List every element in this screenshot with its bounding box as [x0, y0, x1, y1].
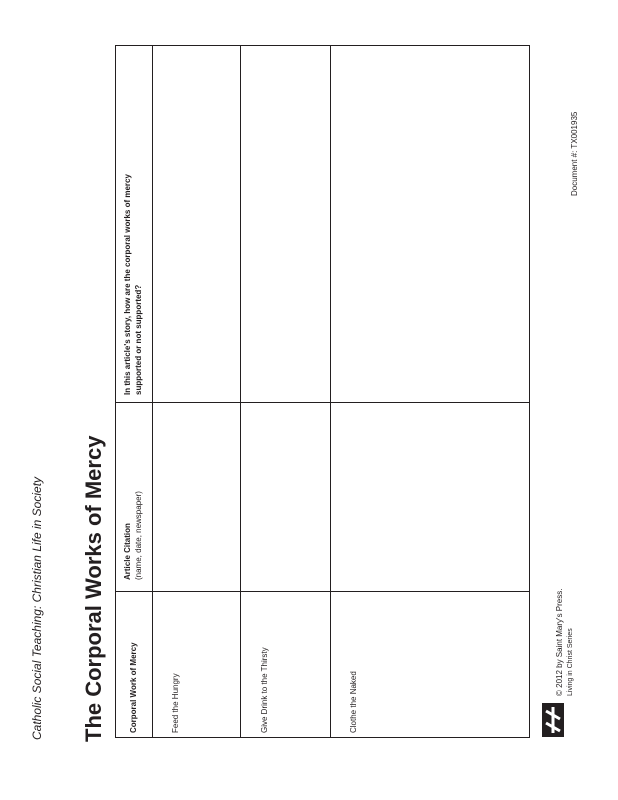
document-number: Document #: TX001935 [570, 111, 579, 196]
copyright: © 2012 by Saint Mary's Press. [555, 588, 564, 696]
table-divider [240, 46, 241, 737]
column-header-work: Corporal Work of Mercy [129, 642, 138, 733]
row-label-feed: Feed the Hungry [171, 673, 180, 733]
publisher-logo-icon [542, 703, 564, 737]
column-header-citation-sub: (name, date, newspaper) [134, 491, 143, 580]
column-header-citation: Article Citation [123, 523, 132, 580]
table-divider [330, 46, 331, 737]
series-title: Catholic Social Teaching: Christian Life in Society [30, 476, 44, 740]
column-header-story: In this article's story, how are the corporal works of mercy [123, 174, 132, 395]
series-name: Living in Christ Series [567, 628, 574, 696]
table-divider [116, 402, 529, 403]
column-header-story-2: supported or not supported? [134, 284, 143, 395]
table-divider [152, 46, 153, 737]
row-label-drink: Give Drink to the Thirsty [260, 647, 269, 733]
page-title: The Corporal Works of Mercy [81, 435, 106, 742]
row-label-clothe: Clothe the Naked [349, 671, 358, 733]
